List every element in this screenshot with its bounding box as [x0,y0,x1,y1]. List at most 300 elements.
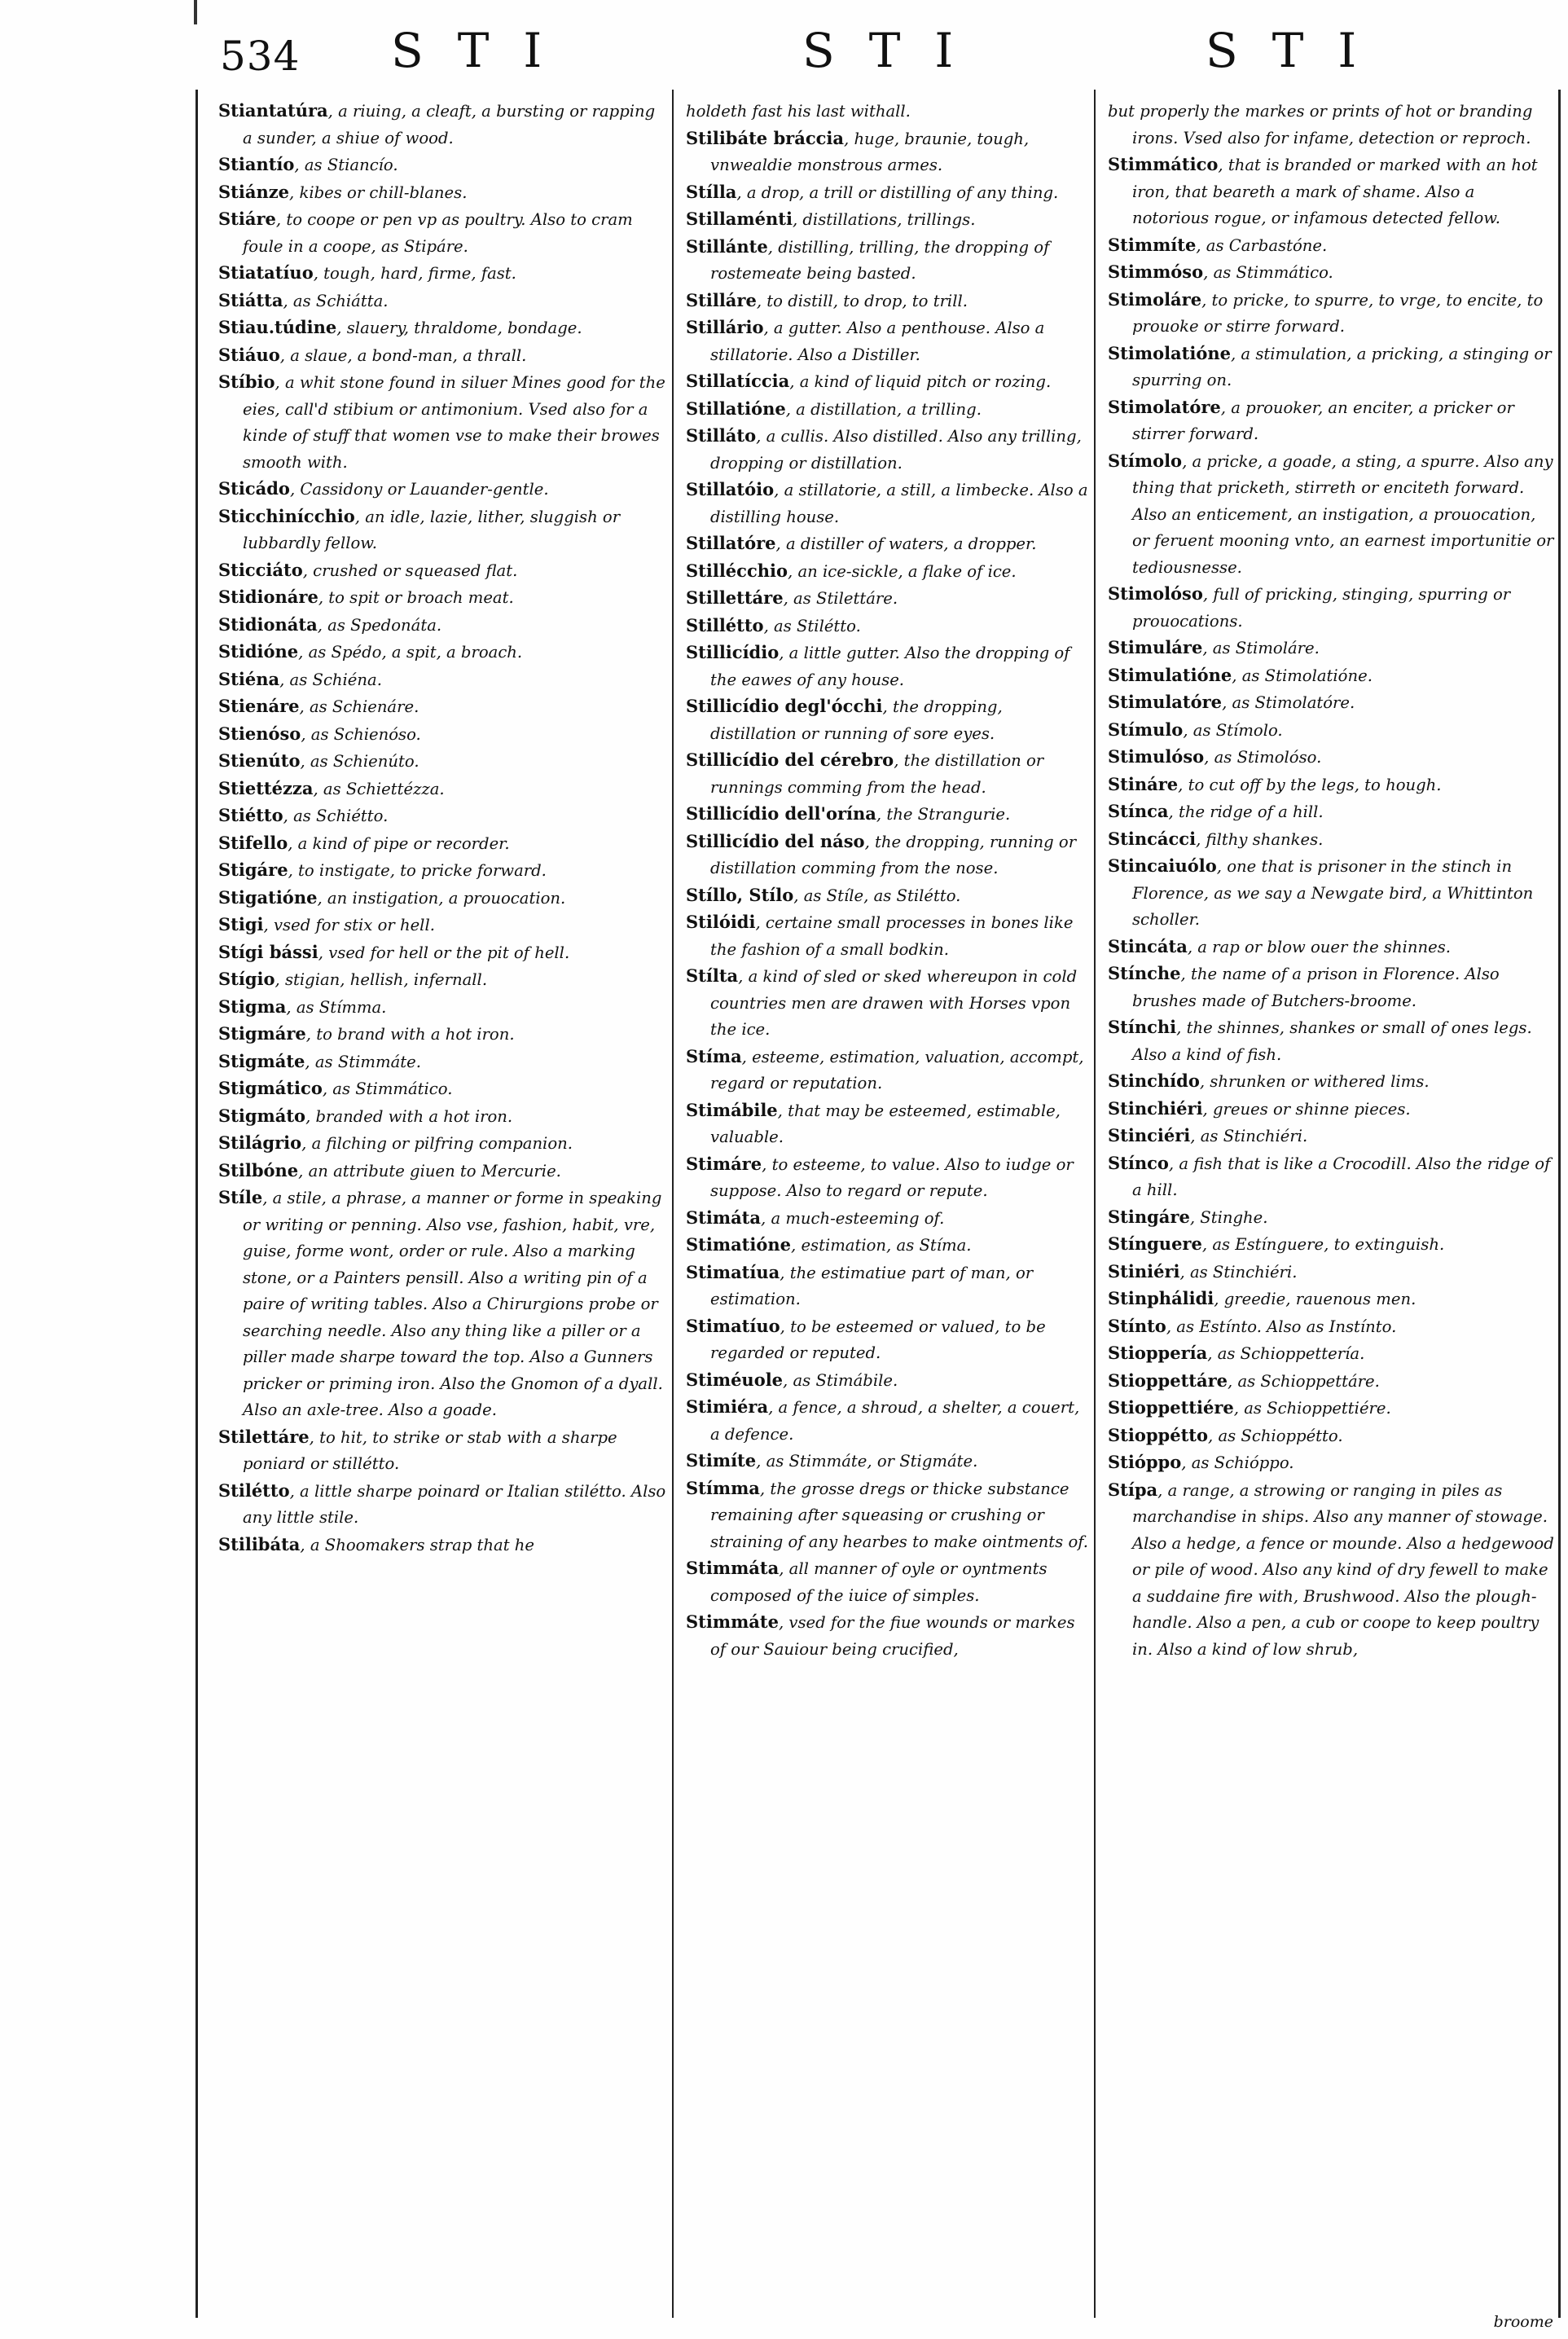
definition: , a prouoker, an enciter, a pricker or stirrer forward. [1132,398,1514,443]
headword: Stillatíccia [686,371,790,391]
dictionary-entry [218,802,666,830]
dictionary-entry [1108,259,1556,287]
running-head-left: STI [391,23,577,78]
definition: , a pricke, a goade, a sting, a spurre. Also any thing that pricketh, stirreth or enciteth forward. Also an enticement, an instigation, a prouocation, or feruent mooning vnto, an earnest importunitie or tediousnesse. [1132,451,1554,577]
dictionary-entry [218,98,666,152]
headword: Stípa [1108,1479,1158,1500]
headword: Stimmático [1108,154,1219,174]
definition: , as Stilettáre. [783,589,898,608]
headword: Stigatióne [218,886,318,908]
dictionary-entry [1108,98,1556,152]
definition: , a little sharpe poinard or Italian stilétto. Also any little stile. [243,1481,666,1527]
definition: , vsed for hell or the pit of hell. [318,943,570,962]
headword: Stimolóso [1108,583,1203,604]
headword: Stillétto [686,614,764,635]
definition: , that is branded or marked with an hot iron, that beareth a mark of shame. Also a notorious rogue, or infamous detected fellow. [1132,156,1538,227]
running-head-right: STI [1206,23,1391,78]
headword: Stilágrio [218,1132,302,1153]
definition: , the name of a prison in Florence. Also brushes made of Butchers-broome. [1132,965,1500,1010]
dictionary-entry [686,396,1089,424]
dictionary-entry [218,314,666,342]
definition: , to be esteemed or valued, to be regarded or reputed. [710,1317,1046,1362]
dictionary-entry [686,423,1089,477]
definition: , a cullis. Also distilled. Also any trilling, dropping or distillation. [710,427,1082,473]
headword: Stilettáre [218,1426,310,1447]
headword: Stillettáre [686,587,784,608]
definition: , as Schiettézza. [313,779,445,798]
headword: Stimulóso [1108,746,1205,767]
headword: Stínto [1108,1315,1166,1336]
dictionary-entry [1108,1313,1556,1341]
dictionary-entry [1108,1340,1556,1368]
headword: Stímulo [1108,719,1184,740]
definition: , as Stímma. [286,997,387,1017]
definition: , as Spédo, a spit, a broach. [298,643,523,662]
definition: , a Shoomakers strap that he [300,1535,535,1554]
headword: Stillicídio [686,642,780,662]
definition: , as Stimábile. [783,1370,898,1390]
definition: , one that is prisoner in the stinch in Florence, as we say a Newgate bird, a Whittinton scholler. [1132,857,1534,929]
dictionary-entry [218,584,666,612]
headword: Stígi bássi [218,941,318,962]
headword: Stillatóre [686,533,776,553]
definition: , Stinghe. [1189,1207,1268,1227]
dictionary-entry [686,206,1089,234]
dictionary-entry [686,1260,1089,1313]
dictionary-entry [218,776,666,803]
headword: Stílla [686,181,737,202]
headword: Stincaiuólo [1108,855,1217,876]
headword: Stilbóne [218,1159,299,1180]
headword: Stiméuole [686,1369,784,1390]
definition: , distilling, trilling, the dropping of rostemeate being basted. [710,237,1050,283]
definition: , a slaue, a bond-man, a thrall. [279,345,527,365]
dictionary-entry [1108,287,1556,341]
definition: , as Stimmático. [1203,263,1333,282]
definition: , slauery, thraldome, bondage. [336,319,582,337]
headword: Stinciéri [1108,1125,1191,1145]
dictionary-entry [218,342,666,370]
dictionary-entry [1108,1259,1556,1286]
headword: Stimábile [686,1099,778,1120]
dictionary-entry [218,830,666,858]
headword: Stillário [686,317,764,337]
headword: Stínca [1108,801,1169,821]
headword: Stienáre [218,696,300,716]
definition: , as Spedonáta. [317,615,442,635]
definition: , kibes or chill-blanes. [289,182,468,202]
definition: but properly the markes or prints of hot or branding irons. Vsed also for infame, detection or reproch. [1108,102,1533,147]
dictionary-entry [686,909,1089,963]
headword: Stínguere [1108,1233,1202,1254]
dictionary-entry [218,1049,666,1076]
headword: Stínchi [1108,1017,1177,1037]
dictionary-entry [1108,772,1556,799]
definition: , greedie, rauenous men. [1214,1290,1416,1308]
definition: , esteeme, estimation, valuation, accompt, regard or reputation. [710,1047,1084,1093]
headword: Stimatióne [686,1234,791,1255]
dictionary-entry [1108,961,1556,1014]
dictionary-entry [218,476,666,503]
dictionary-entry [686,1097,1089,1151]
headword: Stillicídio degl'ócchi [686,696,883,716]
definition: , as Stimmáte. [305,1052,421,1071]
dictionary-entry [1108,152,1556,232]
headword: Stillatóio [686,479,775,499]
definition: , the grosse dregs or thicke substance remaining after squeasing or crushing or straining of any hearbes to make ointments of. [710,1479,1089,1551]
dictionary-entry [218,1158,666,1185]
headword: Stioppettiére [1108,1397,1234,1418]
dictionary-entry [218,557,666,585]
headword: Stinphálidi [1108,1288,1214,1308]
dictionary-entry [686,747,1089,801]
headword: Stiatatíuo [218,262,314,283]
definition: , to esteeme, to value. Also to iudge or suppose. Also to regard or repute. [710,1154,1074,1200]
headword: Stillécchio [686,560,788,581]
dictionary-entry [686,314,1089,368]
definition: , to spit or broach meat. [318,588,514,607]
headword: Stifello [218,832,288,853]
headword: Stímolo [1108,450,1183,471]
headword: Stilibáta [218,1533,301,1554]
dictionary-entry [1108,826,1556,854]
headword: Stienúto [218,750,301,771]
definition: , estimation, as Stíma. [790,1236,972,1255]
headword: Stillaménti [686,209,793,229]
definition: , a distiller of waters, a dropper. [775,534,1037,553]
headword: Stimatíua [686,1261,780,1282]
headword: Stílta [686,965,739,986]
dictionary-entry [686,477,1089,530]
headword: Stiau.túdine [218,317,337,337]
definition: , crushed or squeased flat. [302,561,518,580]
definition: , the Strangurie. [876,805,1011,824]
dictionary-entry [686,1609,1089,1663]
definition: , as Stilétto. [763,616,861,635]
headword: Stimiéra [686,1396,769,1417]
dictionary-entry [686,530,1089,558]
definition: , as Stinchiéri. [1179,1262,1298,1282]
definition: , as Stíle, as Stilétto. [793,886,961,905]
dictionary-entry [1108,1014,1556,1068]
column-rule-right [1558,90,1561,2318]
definition: , the dropping, running or distillation comming from the nose. [710,832,1077,877]
headword: Stincáta [1108,935,1188,956]
headword: Stínco [1108,1152,1169,1173]
headword: Sticciáto [218,559,303,580]
definition: , as Schiátta. [283,291,389,310]
dictionary-entry [686,1394,1089,1448]
dictionary-entry [1108,1123,1556,1150]
definition: , a range, a strowing or ranging in piles as marchandise in ships. Also any manner of stowage. Also a hedge, a fence or mounde. Also a hedgewood or pile of wood. Also any kind of dry fewell to make a suddaine fire with, Brushwood. Also the plough-handle. Also a pen, a cub or coope to keep poultry in. Also a kind of low shrub, [1132,1480,1554,1659]
headword: Stimatíuo [686,1315,780,1336]
dictionary-entry [686,801,1089,829]
definition: , as Stímolo. [1183,720,1283,740]
dictionary-entry [218,152,666,179]
definition: , to distill, to drop, to trill. [756,291,968,310]
definition: , as Schioppettáre. [1228,1371,1380,1391]
dictionary-entry [1108,689,1556,717]
dictionary-entry [686,1448,1089,1475]
definition: , that may be esteemed, estimable, valuable. [710,1101,1061,1146]
page-number: 534 [220,33,301,80]
dictionary-entry [218,1130,666,1158]
definition: , as Schioppettiére. [1233,1399,1391,1418]
dictionary-entry [1108,853,1556,934]
headword: Stigmáto [218,1105,306,1126]
dictionary-entry [686,1205,1089,1233]
dictionary-entry [686,1313,1089,1367]
dictionary-entry [218,966,666,994]
catchword: broome [1493,2313,1553,2331]
definition: , as Schiéna. [279,670,382,689]
headword: Stincácci [1108,828,1197,849]
definition: , huge, braunie, tough, vnwealdie monstrous armes. [710,129,1030,174]
dictionary-entry [1108,394,1556,448]
definition: , an instigation, a prouocation. [317,888,566,908]
dictionary-entry [686,829,1089,882]
dictionary-entry [686,558,1089,586]
headword: Stimoláre [1108,288,1202,310]
definition: , the dropping, distillation or running of sore eyes. [710,697,1003,743]
definition: , a kind of liquid pitch or rozing. [789,372,1052,391]
definition: , Cassidony or Lauander-gentle. [289,480,549,499]
dictionary-entry [218,179,666,207]
definition: , to hit, to strike or stab with a sharpe poniard or stillétto. [243,1427,617,1473]
dictionary-entry [218,639,666,666]
definition: , as Stiancío. [294,156,398,174]
definition: , to pricke, to spurre, to vrge, to encite, to prouoke or stirre forward. [1132,290,1544,336]
headword: Sticchinícchio [218,505,355,526]
headword: Stienóso [218,723,301,744]
dictionary-entry [1108,1395,1556,1422]
headword: Stimmáte [686,1611,779,1632]
headword: Stiantío [218,154,295,174]
definition: , branded with a hot iron. [305,1106,513,1126]
definition: , shrunken or withered lims. [1199,1072,1430,1091]
dictionary-entry [686,882,1089,910]
dictionary-entry [218,206,666,260]
headword: Stináre [1108,773,1179,794]
dictionary-entry [1108,1231,1556,1259]
dictionary-entry [686,288,1089,315]
headword: Stioppétto [1108,1424,1208,1445]
definition: , a stimulation, a pricking, a stinging or spurring on. [1132,344,1552,389]
definition: , a filching or pilfring companion. [301,1134,573,1153]
definition: , to instigate, to pricke forward. [288,861,547,880]
headword: Stímma [686,1477,760,1498]
dictionary-entry [218,857,666,885]
headword: Stimolatióne [1108,342,1231,363]
definition: , a kind of pipe or recorder. [288,833,510,853]
dictionary-entry [218,260,666,288]
headword: Stigmáre [218,1023,306,1044]
definition: , a fence, a shroud, a shelter, a couert, a defence. [710,1398,1080,1444]
dictionary-entry [1108,1368,1556,1396]
dictionary-entry [218,1185,666,1424]
definition: , a kind of sled or sked whereupon in cold countries men are drawen with Horses vpon the ice. [710,967,1078,1039]
dictionary-entry [218,1075,666,1103]
dictionary-entry [686,1475,1089,1556]
definition: , as Stimoláre. [1202,639,1320,657]
headword: Stilláre [686,289,757,310]
definition: , as Schiétto. [283,807,389,825]
dictionary-entry [1108,717,1556,745]
definition: , as Estínguere, to extinguish. [1201,1235,1445,1254]
dictionary-entry [218,1478,666,1532]
headword: Stiniéri [1108,1260,1180,1282]
dictionary-entry [1108,1150,1556,1204]
headword: Stilóidi [686,912,756,932]
definition: , vsed for the fiue wounds or markes of our Sauiour being crucified, [710,1613,1075,1659]
definition: , a distillation, a trilling. [785,399,982,419]
headword: Stimmíte [1108,234,1197,255]
dictionary-entry [1108,232,1556,260]
definition: , a rap or blow ouer the shinnes. [1187,937,1451,956]
definition: , an idle, lazie, lither, sluggish or lubbardly fellow. [243,507,621,552]
headword: Stióppo [1108,1452,1182,1472]
dictionary-entry [218,693,666,721]
dictionary-entry [686,613,1089,640]
headword: Stimolatóre [1108,396,1221,417]
column-1 [218,98,666,2322]
dictionary-entry [1108,934,1556,961]
definition: , a stile, a phrase, a manner or forme in speaking or writing or penning. Also vse, fashion, habit, vre, guise, forme wont, order or rule. Also a marking stone, or a Painters pensill. Also a writing pin of a paire of writing tables. Also a Chirurgions probe or searching needle. Also any thing like a piller or a piller made sharpe toward the top. Also a Gunners pricker or priming iron. Also the Gnomon of a dyall. Also an axle-tree. Also a goade. [243,1189,663,1419]
headword: Sticádo [218,478,290,499]
dictionary-entry [218,1103,666,1131]
definition: , to cut off by the legs, to hough. [1178,775,1442,794]
dictionary-entry [686,585,1089,613]
dictionary-entry [686,1044,1089,1097]
headword: Stidionáre [218,587,318,607]
definition: , stigian, hellish, infernall. [275,970,488,989]
headword: Stimulatóre [1108,692,1223,712]
headword: Stioppería [1108,1343,1208,1363]
dictionary-entry [218,912,666,939]
headword: Stigáre [218,860,288,880]
headword: Stiáre [218,209,276,229]
definition: , as Schioppétto. [1208,1426,1343,1445]
definition: , a little gutter. Also the dropping of the eawes of any house. [710,644,1070,689]
dictionary-entry [218,503,666,557]
dictionary-entry [1108,1477,1556,1664]
headword: Stíle [218,1187,263,1207]
headword: Stingáre [1108,1206,1190,1227]
definition: , an ice-sickle, a flake of ice. [788,561,1017,581]
headword: Stidióne [218,641,299,662]
headword: Stimulatióne [1108,664,1232,685]
dictionary-entry [686,1151,1089,1205]
headword: Stimíte [686,1450,757,1471]
definition: , as Schióppo. [1181,1453,1294,1472]
headword: Stíma [686,1045,742,1066]
definition: , as Stinchiéri. [1190,1127,1308,1145]
dictionary-entry [218,721,666,749]
headword: Stidionáta [218,613,318,635]
dictionary-entry [686,640,1089,693]
headword: Stiátta [218,289,283,310]
definition: , as Stimolóso. [1204,748,1322,767]
headword: Stillánte [686,235,768,257]
headword: Stilétto [218,1479,290,1501]
definition: , as Stimmáte, or Stigmáte. [756,1452,978,1471]
definition: , as Schienóso. [301,724,421,744]
dictionary-entry [218,666,666,694]
definition: , as Stimolatóre. [1222,693,1355,712]
running-head-center: STI [802,23,988,78]
definition: , to coope or pen vp as poultry. Also to cram foule in a coope, as Stipáre. [243,210,633,256]
dictionary-entry [218,748,666,776]
definition: , as Stimolatióne. [1232,666,1373,685]
definition: , certaine small processes in bones like the fashion of a small bodkin. [710,913,1074,959]
headword: Stiáuo [218,344,280,365]
column-rule-left [195,90,198,2318]
definition: , as Schienáre. [299,697,419,716]
dictionary-entry [1108,341,1556,394]
headword: Stimmáta [686,1558,780,1578]
headword: Stimáre [686,1153,762,1174]
headword: Stillatióne [686,398,786,419]
dictionary-entry [686,1232,1089,1260]
definition: , the distillation or runnings comming from the head. [710,751,1044,797]
definition: , to brand with a hot iron. [305,1025,515,1044]
definition: , as Stimmático. [322,1079,453,1098]
dictionary-entry [218,612,666,640]
dictionary-entry [1108,448,1556,582]
column-2 [686,98,1089,2322]
headword: Stinchído [1108,1071,1200,1091]
headword: Stiantatúra [218,100,328,121]
headword: Stilibáte bráccia [686,127,844,148]
dictionary-entry [218,994,666,1022]
dictionary-entry [686,125,1089,179]
dictionary-entry [1108,1068,1556,1096]
headword: Stioppettáre [1108,1370,1228,1391]
dictionary-entry [686,693,1089,747]
dictionary-entry [1108,1422,1556,1450]
definition: , as Carbastóne. [1196,235,1328,255]
headword: Stiétto [218,805,283,825]
definition: , an attribute giuen to Mercurie. [298,1161,561,1180]
dictionary-entry [686,234,1089,288]
dictionary-entry [1108,1449,1556,1477]
definition: , a much-esteeming of. [760,1208,945,1228]
definition: , the estimatiue part of man, or estimation. [710,1263,1034,1308]
definition: , greues or shinne pieces. [1202,1099,1411,1119]
headword: Stiánze [218,181,290,202]
definition: , a gutter. Also a penthouse. Also a stillatorie. Also a Distiller. [710,319,1045,364]
dictionary-entry [686,963,1089,1044]
definition: , filthy shankes. [1196,829,1324,849]
column-rule-1 [672,90,674,2318]
headword: Stillicídio dell'orína [686,803,876,824]
dictionary-entry [218,1532,666,1559]
headword: Stilláto [686,425,757,446]
headword: Stiettézza [218,777,314,798]
dictionary-entry [1108,662,1556,690]
headword: Stigi [218,914,264,934]
dictionary-entry [686,179,1089,207]
definition: , distillations, trillings. [792,210,976,229]
dictionary-entry [1108,1096,1556,1123]
headword: Stimmóso [1108,262,1204,282]
headword: Stigma [218,996,287,1017]
dictionary-entry [686,98,1089,125]
headword: Stígio [218,969,275,989]
dictionary-entry [686,1367,1089,1395]
definition: , as Schienúto. [300,752,419,771]
dictionary-entry [1108,798,1556,826]
